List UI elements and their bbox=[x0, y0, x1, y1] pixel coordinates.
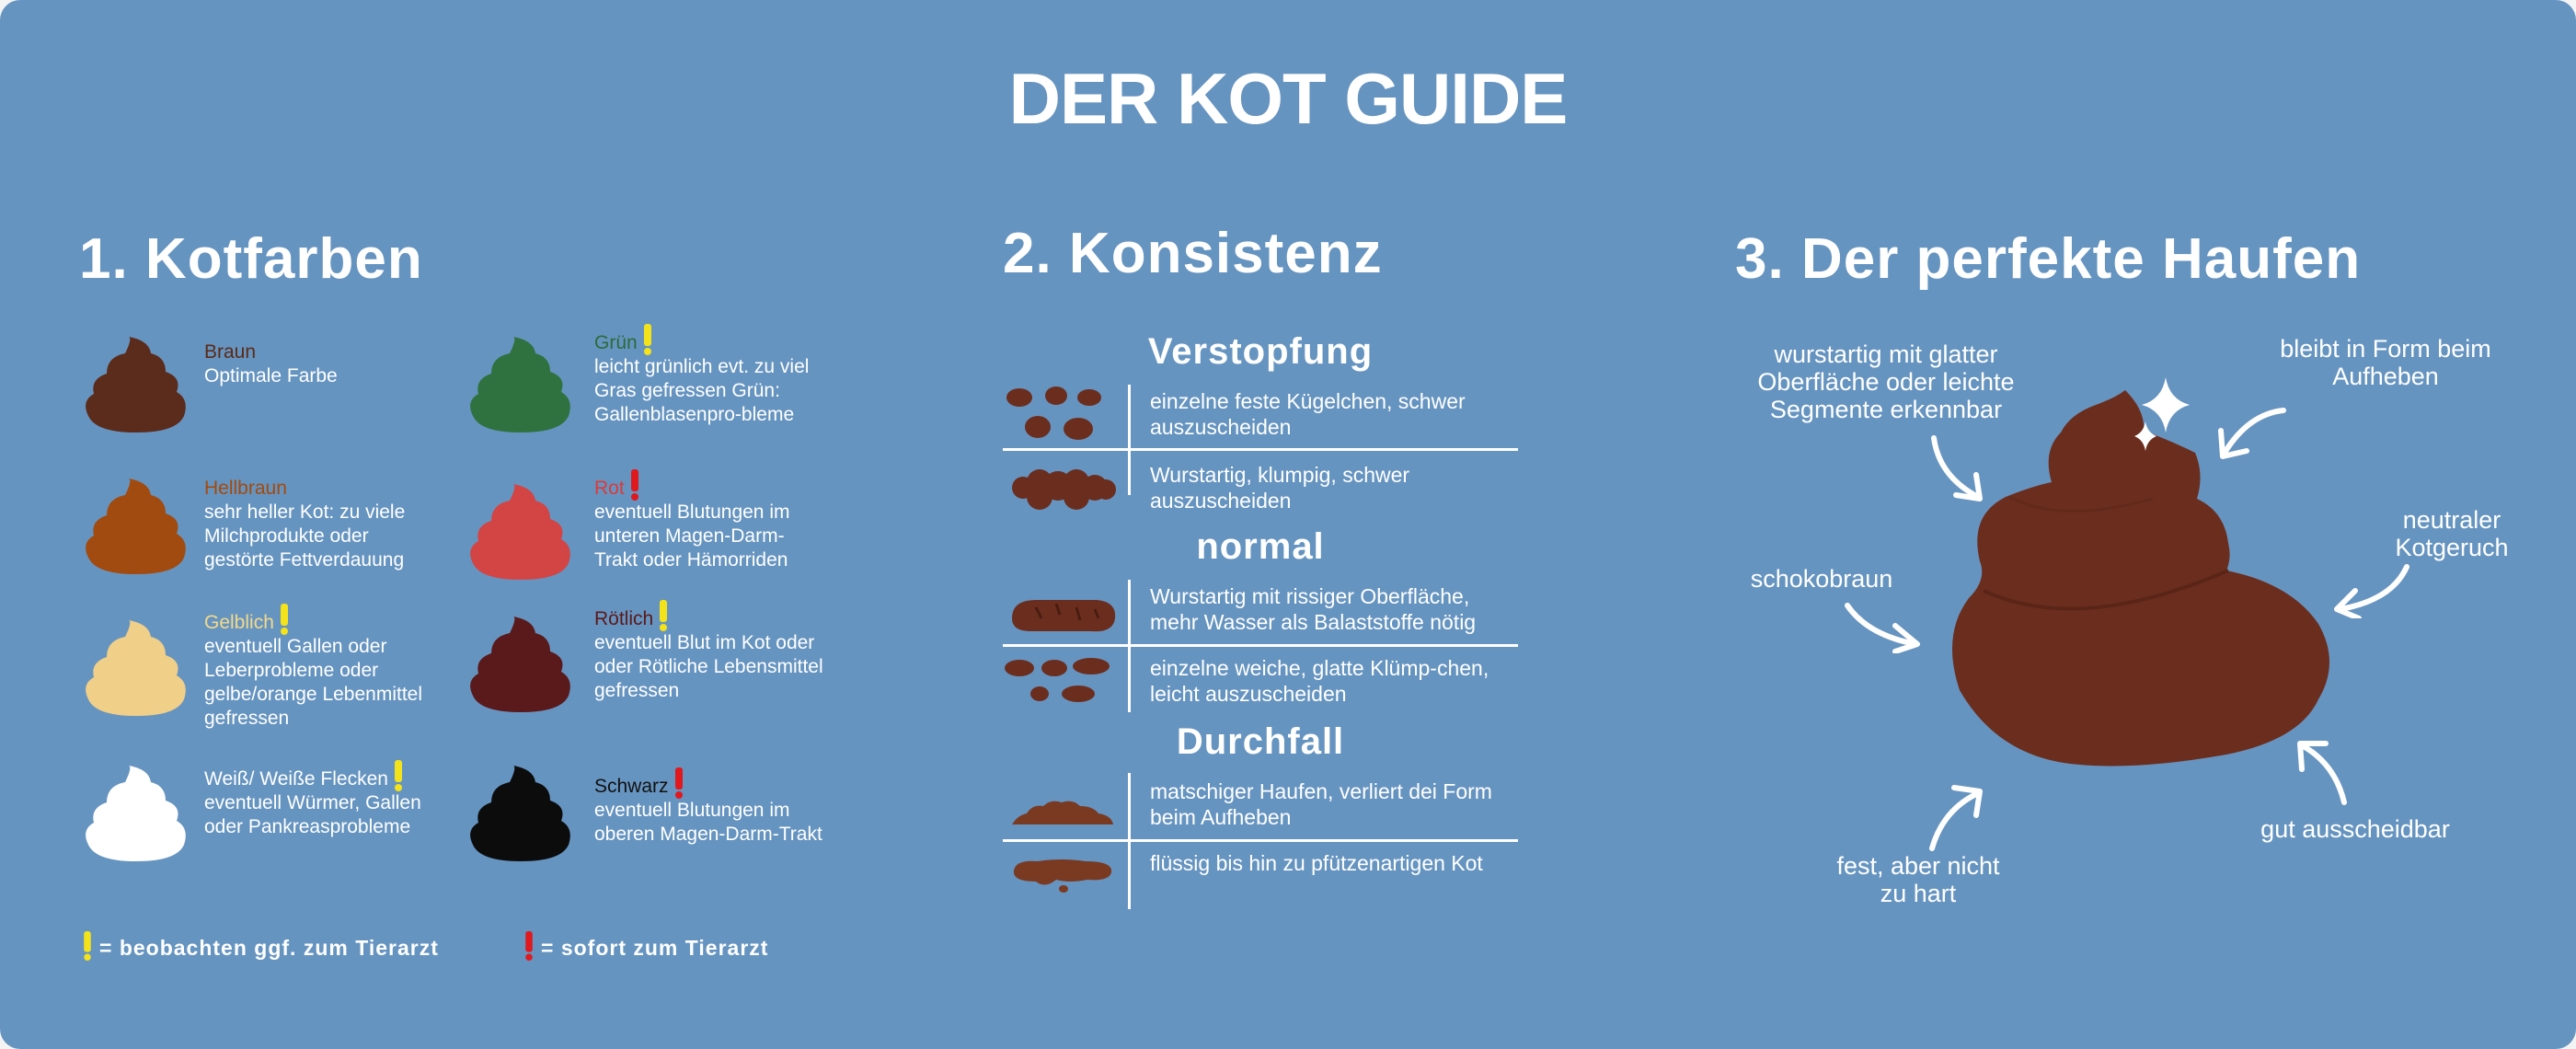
color-name: Hellbraun bbox=[204, 478, 287, 499]
perfect-label-firmness: fest, aber nicht zu hart bbox=[1836, 852, 2000, 907]
color-desc: eventuell Blut im Kot oder oder Rötliche Lebensmittel gefressen bbox=[594, 632, 823, 701]
arrow-icon bbox=[1840, 598, 1925, 653]
arrow-icon bbox=[2328, 561, 2416, 618]
section-title-perfect: 3. Der perfekte Haufen bbox=[1735, 227, 2362, 291]
poop-icon-light-brown bbox=[81, 477, 190, 578]
yellow-warning-icon bbox=[659, 600, 668, 631]
color-name: Braun bbox=[204, 341, 257, 363]
page-title: DER KOT GUIDE bbox=[1008, 58, 1568, 139]
poop-icon-green bbox=[466, 335, 574, 436]
color-name: Gelblich bbox=[204, 612, 274, 633]
arrow-icon bbox=[1925, 782, 1989, 856]
color-entry-white bbox=[204, 760, 443, 839]
color-name: Grün bbox=[594, 332, 638, 353]
color-name: Schwarz bbox=[594, 776, 669, 797]
yellow-warning-icon bbox=[83, 931, 92, 961]
red-warning-icon bbox=[630, 469, 639, 501]
cracked-sausage-icon bbox=[1008, 591, 1119, 637]
table-divider bbox=[1003, 839, 1518, 842]
consistency-text: flüssig bis hin zu pfützenartigen Kot bbox=[1150, 851, 1483, 875]
perfect-label-color: schokobraun bbox=[1750, 565, 1893, 593]
color-name: Weiß/ Weiße Flecken bbox=[204, 768, 388, 790]
perfect-label-shape: wurstartig mit glatter Oberfläche oder leichte Segmente erkennbar bbox=[1757, 340, 2015, 423]
yellow-warning-icon bbox=[394, 760, 403, 791]
arrow-icon bbox=[2289, 736, 2353, 810]
poop-icon-black bbox=[466, 764, 574, 865]
color-desc: eventuell Würmer, Gallen oder Pankreasprobleme bbox=[204, 792, 421, 837]
consistency-text: einzelne feste Kügelchen, schwer auszuscheiden bbox=[1150, 389, 1466, 439]
consistency-heading-diarrhea: Durchfall bbox=[1176, 721, 1345, 762]
color-desc: eventuell Gallen oder Leberprobleme oder gelbe/orange Lebenmittel gefressen bbox=[204, 636, 423, 729]
puddle-icon bbox=[1008, 852, 1119, 894]
perfect-label-form: bleibt in Form beim Aufheben bbox=[2280, 335, 2491, 390]
table-divider bbox=[1003, 644, 1518, 647]
color-entry-black bbox=[594, 767, 824, 847]
section-title-colors: 1. Kotfarben bbox=[79, 227, 423, 291]
consistency-heading-constipation: Verstopfung bbox=[1147, 331, 1374, 372]
color-desc: eventuell Blutungen im oberen Magen-Darm-Trakt bbox=[594, 800, 822, 845]
lumpy-sausage-icon bbox=[1010, 462, 1117, 515]
poop-icon-yellowish bbox=[81, 618, 190, 720]
color-desc: sehr heller Kot: zu viele Milchprodukte oder gestörte Fettverdauung bbox=[204, 501, 406, 571]
yellow-warning-icon bbox=[643, 324, 652, 355]
poop-icon-brown bbox=[81, 335, 190, 436]
arrow-icon bbox=[1926, 432, 1991, 506]
consistency-text: Wurstartig mit rissiger Oberfläche, mehr Wasser als Balaststoffe nötig bbox=[1150, 584, 1477, 634]
poop-icon-red bbox=[466, 482, 574, 583]
color-entry-green bbox=[594, 324, 824, 427]
table-divider bbox=[1128, 385, 1131, 495]
color-name: Rötlich bbox=[594, 608, 654, 629]
red-warning-icon bbox=[674, 767, 684, 799]
legend-observe bbox=[83, 931, 439, 961]
consistency-heading-normal: normal bbox=[1196, 526, 1325, 567]
color-entry-brown bbox=[204, 340, 425, 388]
color-desc: eventuell Blutungen im unteren Magen-Darm-Trakt oder Hämorriden bbox=[594, 501, 790, 571]
perfect-label-smell: neutraler Kotgeruch bbox=[2395, 506, 2509, 561]
sparkle-icon bbox=[2131, 375, 2195, 458]
color-desc: Optimale Farbe bbox=[204, 365, 338, 386]
consistency-text: Wurstartig, klumpig, schwer auszuscheiden bbox=[1150, 463, 1410, 513]
color-entry-light-brown bbox=[204, 477, 434, 572]
red-warning-icon bbox=[524, 931, 534, 961]
color-desc: leicht grünlich evt. zu viel Gras gefressen Grün: Gallenblasenpro-bleme bbox=[594, 356, 810, 425]
legend-observe-text: = beobachten ggf. zum Tierarzt bbox=[99, 936, 439, 960]
perfect-label-excretion: gut ausscheidbar bbox=[2260, 815, 2450, 843]
color-entry-reddish bbox=[594, 600, 824, 703]
poop-icon-white bbox=[81, 764, 190, 865]
color-name: Rot bbox=[594, 478, 625, 499]
color-entry-yellowish bbox=[204, 604, 425, 731]
legend-immediate-text: = sofort zum Tierarzt bbox=[541, 936, 769, 960]
pellets-icon bbox=[1005, 385, 1119, 444]
soft-blobs-icon bbox=[1003, 655, 1122, 707]
table-divider bbox=[1003, 448, 1518, 451]
legend-immediate bbox=[524, 931, 768, 961]
arrow-icon bbox=[2212, 403, 2291, 464]
consistency-text: matschiger Haufen, verliert dei Form beim Aufheben bbox=[1150, 779, 1492, 829]
color-entry-red bbox=[594, 469, 824, 572]
yellow-warning-icon bbox=[280, 604, 289, 635]
mushy-pile-icon bbox=[1008, 793, 1117, 830]
poop-icon-reddish bbox=[466, 615, 574, 716]
consistency-text: einzelne weiche, glatte Klümp-chen, leicht auszuscheiden bbox=[1150, 656, 1489, 706]
section-title-consistency: 2. Konsistenz bbox=[1003, 222, 1383, 285]
